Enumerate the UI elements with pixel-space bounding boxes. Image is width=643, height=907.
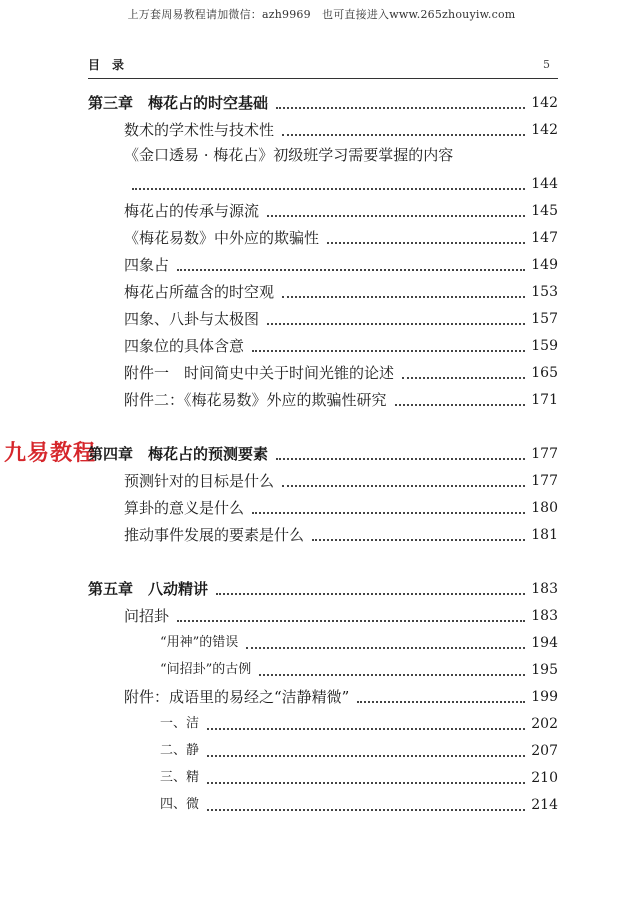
toc-chapter-5[interactable]: 第五章 八动精讲 183 (88, 580, 558, 598)
page-header (88, 56, 558, 79)
toc-entry[interactable]: 梅花占所蕴含的时空观 153 (124, 283, 558, 301)
toc-entry[interactable]: 《梅花易数》中外应的欺骗性 147 (124, 229, 558, 247)
toc-chapter-3[interactable]: 第三章 梅花占的时空基础 142 (88, 94, 558, 112)
toc-entry[interactable]: 四象占 149 (124, 256, 558, 274)
toc-subentry[interactable]: “问招卦”的古例 195 (160, 662, 558, 678)
toc-entry-continuation[interactable]: 144 (124, 173, 558, 193)
toc-entry[interactable]: 四象、八卦与太极图 157 (124, 310, 558, 328)
toc-subentry[interactable]: 一、洁 202 (160, 716, 558, 732)
toc-entry[interactable]: 四象位的具体含意 159 (124, 337, 558, 355)
toc-entry[interactable]: 预测针对的目标是什么 177 (124, 472, 558, 490)
top-banner: 上万套周易教程请加微信：azh9969 也可直接进入www.265zhouyiw.com (127, 8, 516, 21)
toc-entry[interactable]: 推动事件发展的要素是什么 181 (124, 526, 558, 544)
header-title: 目录 (88, 58, 137, 72)
toc-entry[interactable]: 附件一 时间简史中关于时间光锥的论述 165 (124, 364, 558, 382)
toc-entry[interactable]: 附件：成语里的易经之“洁静精微” 199 (124, 688, 558, 706)
toc-entry[interactable]: 算卦的意义是什么 180 (124, 499, 558, 517)
toc-chapter-4[interactable]: 第四章 梅花占的预测要素 177 (88, 445, 558, 463)
toc-entry[interactable]: 梅花占的传承与源流 145 (124, 202, 558, 220)
toc-entry[interactable]: 问招卦 183 (124, 607, 558, 625)
watermark-logo: 九易教程 (4, 441, 97, 466)
toc-subentry[interactable]: 四、微 214 (160, 797, 558, 813)
toc-subentry[interactable]: “用神”的错误 194 (160, 635, 558, 651)
toc-subentry[interactable]: 二、静 207 (160, 743, 558, 759)
toc-entry[interactable]: 数术的学术性与技术性 142 (124, 121, 558, 139)
page-number: 5 (543, 58, 550, 71)
toc-entry[interactable]: 《金口透易 · 梅花占》初级班学习需要掌握的内容 (124, 146, 454, 164)
toc-subentry[interactable]: 三、精 210 (160, 770, 558, 786)
toc-entry[interactable]: 附件二：《梅花易数》外应的欺骗性研究 171 (124, 391, 558, 409)
